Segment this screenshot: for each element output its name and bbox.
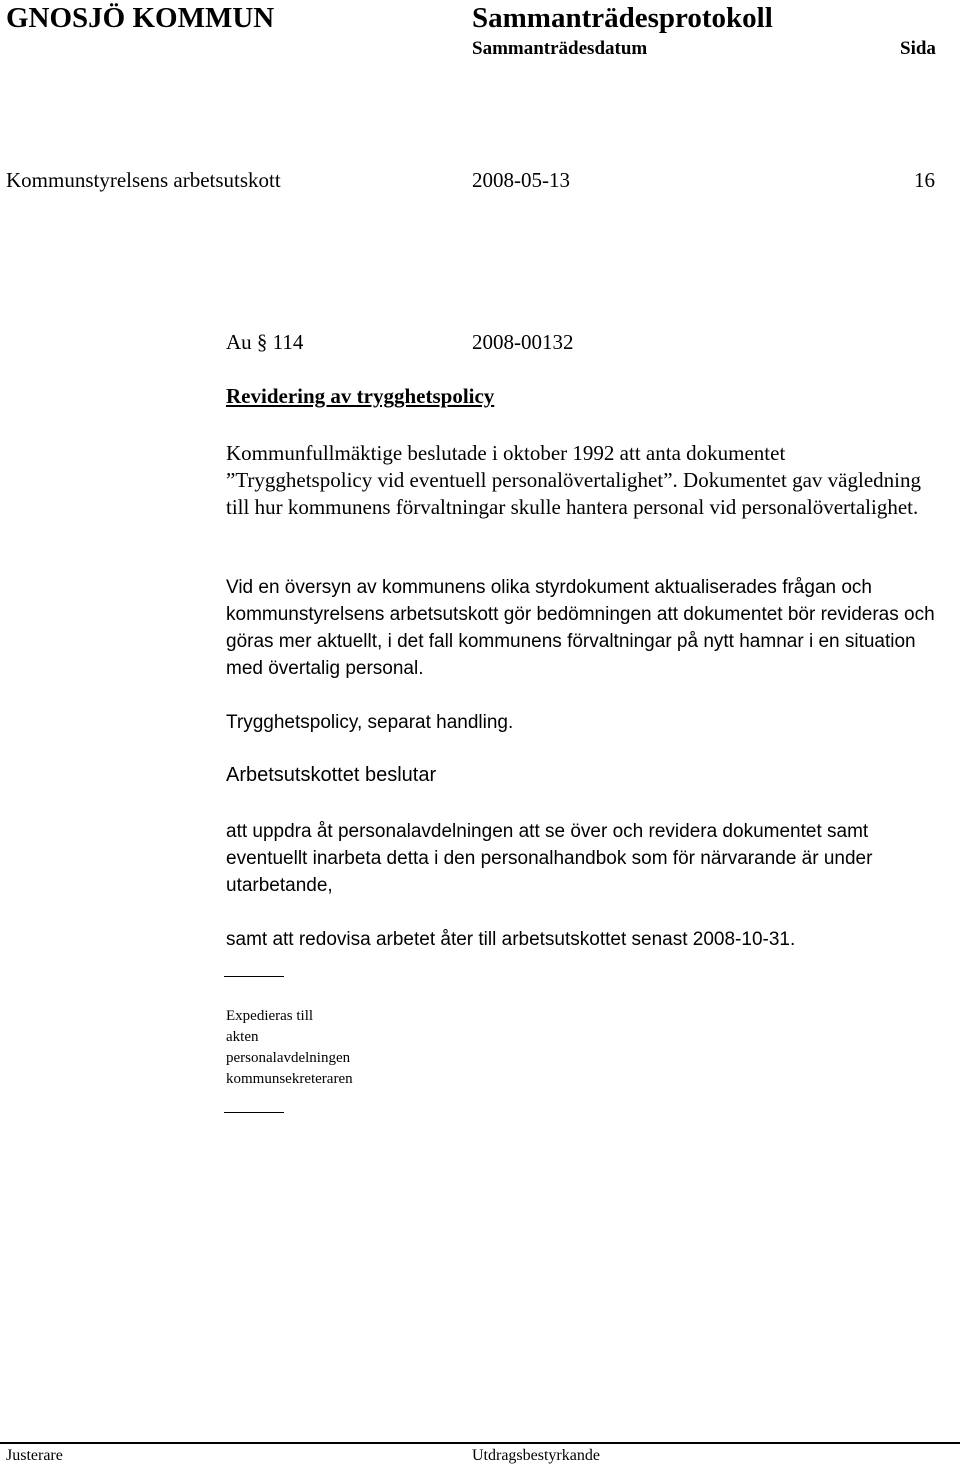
distribution-label: Expedieras till (226, 1008, 314, 1024)
review-paragraph: Vid en översyn av kommunens olika styrdokument aktualiserades frågan och kommunstyrelsens arbetsutskott gör bedömningen att dokumentet bör revideras och göras mer aktuellt, i det fall kommunens förvaltningar på nytt hamnar i en situation med övertalig personal. (226, 577, 935, 679)
item-title: Revidering av trygghetspolicy (226, 384, 495, 408)
organization-name: GNOSJÖ KOMMUN (6, 2, 275, 34)
signer-label: Justerare (6, 1447, 63, 1464)
distribution-recipient: personalavdelningen (226, 1050, 351, 1066)
decision-heading: Arbetsutskottet beslutar (226, 764, 437, 786)
meeting-date-label: Sammanträdesdatum (472, 38, 648, 59)
separator-rule (224, 1112, 284, 1113)
meeting-date: 2008-05-13 (472, 168, 570, 192)
distribution-list (226, 1006, 353, 1090)
meeting-body: Kommunstyrelsens arbetsutskott (6, 168, 281, 192)
background-paragraph: Kommunfullmäktige beslutade i oktober 1992 att anta dokumentet ”Trygghetspolicy vid eventuell personalövertalighet”. Dokumentet gav vägledning till hur kommunens förvaltningar skulle hantera personal vid personalövertalighet. (226, 441, 921, 519)
distribution-recipient: akten (226, 1029, 259, 1045)
page-label: Sida (900, 38, 936, 59)
decision-paragraph-2: samt att redovisa arbetet åter till arbetsutskottet senast 2008-10-31. (226, 929, 796, 950)
footer-rule (0, 1442, 960, 1444)
case-number: 2008-00132 (472, 330, 574, 354)
attachment-note: Trygghetspolicy, separat handling. (226, 712, 514, 733)
document-type: Sammanträdesprotokoll (472, 2, 773, 34)
separator-rule (224, 976, 284, 977)
distribution-recipient: kommunsekreteraren (226, 1071, 353, 1087)
page-number: 16 (914, 168, 935, 192)
section-number: Au § 114 (226, 330, 304, 354)
extract-certification-label: Utdragsbestyrkande (472, 1447, 600, 1464)
decision-paragraph-1: att uppdra åt personalavdelningen att se över och revidera dokumentet samt eventuellt inarbeta detta i den personalhandbok som för närvarande är under utarbetande, (226, 821, 873, 896)
